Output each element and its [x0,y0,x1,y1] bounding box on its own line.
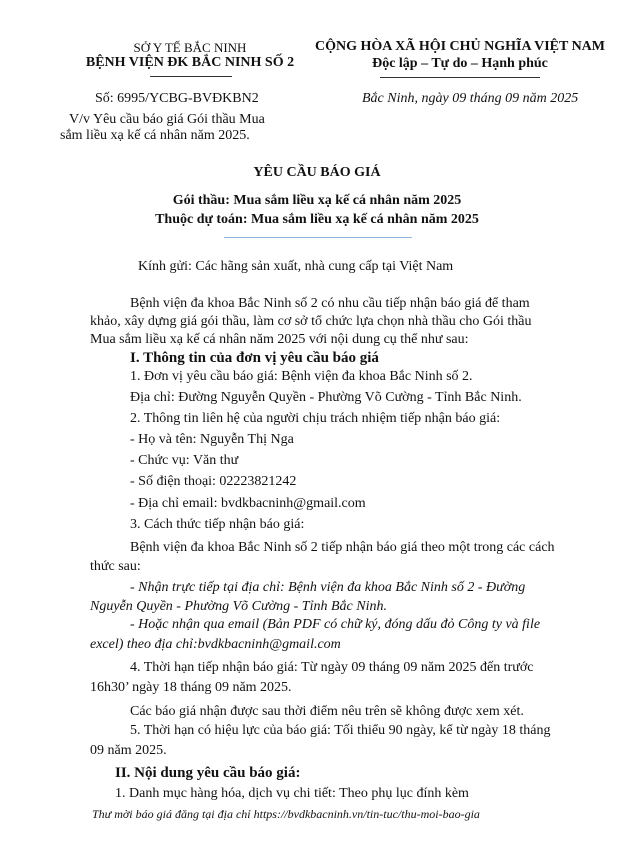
contact-email: - Địa chỉ email: bvdkbacninh@gmail.com [130,496,366,511]
estimate-line [0,212,634,228]
section-1-item-3: 3. Cách thức tiếp nhận báo giá: [130,517,305,532]
email-line-1: - Hoặc nhận qua email (Bản PDF có chữ ký, đóng dấu đỏ Công ty và file [130,617,541,632]
section-2-heading: II. Nội dung yêu cầu báo giá: [115,765,301,781]
ministry-name: SỞ Y TẾ BẮC NINH [133,40,247,55]
intro-line-1: Bệnh viện đa khoa Bắc Ninh số 2 có nhu cầu tiếp nhận báo giá để tham [130,296,530,311]
intro-line-3: Mua sắm liều xạ kế cá nhân năm 2025 với nội dung cụ thể như sau: [90,332,469,347]
package-label: Gói thầu: [172,193,230,208]
section-1-heading: I. Thông tin của đơn vị yêu cầu báo giá [130,350,379,366]
package-value: Mua sắm liều xạ kế cá nhân năm 2025 [233,193,462,208]
direct-line-2: Nguyễn Quyền - Phường Võ Cường - Tỉnh Bắc Ninh. [90,599,387,614]
place-date: Bắc Ninh, ngày 09 tháng 09 năm 2025 [362,91,579,106]
contact-phone: - Số điện thoại: 02223821242 [130,474,297,489]
country-name: CỘNG HÒA XÃ HỘI CHỦ NGHĨA VIỆT NAM [314,39,605,54]
hospital-underline [150,76,232,77]
doc-number: Số: 6995/YCBG-BVĐKBN2 [95,91,259,106]
intro-line-2: khảo, xây dựng giá gói thầu, làm cơ sở tổ chức lựa chọn nhà thầu cho Gói thầu [90,314,532,329]
contact-position: - Chức vụ: Văn thư [130,453,239,468]
section-2-item-1: 1. Danh mục hàng hóa, dịch vụ chi tiết: Theo phụ lục đính kèm [115,786,469,801]
direct-line-1: - Nhận trực tiếp tại địa chỉ: Bệnh viện đa khoa Bắc Ninh số 2 - Đường [130,580,526,595]
national-motto: Độc lập – Tự do – Hạnh phúc [372,56,548,71]
email-line-2: excel) theo địa chỉ:bvdkbacninh@gmail.com [90,637,341,652]
section-1-item-2: 2. Thông tin liên hệ của người chịu trách nhiệm tiếp nhận báo giá: [130,411,501,426]
method-line-1: Bệnh viện đa khoa Bắc Ninh số 2 tiếp nhận báo giá theo một trong các cách [130,540,555,555]
title-separator [224,237,412,238]
section-1-item-4-line-1: 4. Thời hạn tiếp nhận báo giá: Từ ngày 09 tháng 09 năm 2025 đến trước [130,660,534,675]
recipient-line: Kính gửi: Các hãng sản xuất, nhà cung cấp tại Việt Nam [138,259,454,274]
section-1-item-1: 1. Đơn vị yêu cầu báo giá: Bệnh viện đa khoa Bắc Ninh số 2. [130,369,473,384]
section-1-item-5-line-1: 5. Thời hạn có hiệu lực của báo giá: Tối thiểu 90 ngày, kể từ ngày 18 tháng [130,723,551,738]
estimate-label: Thuộc dự toán: [155,212,248,227]
method-line-2: thức sau: [90,559,141,574]
hospital-name: BỆNH VIỆN ĐK BẮC NINH SỐ 2 [85,55,295,70]
package-line [0,193,634,209]
late-note: Các báo giá nhận được sau thời điểm nêu trên sẽ không được xem xét. [130,704,524,719]
motto-underline [380,77,540,78]
subject-line-1: V/v Yêu cầu báo giá Gói thầu Mua [69,112,265,127]
section-1-item-5-line-2: 09 năm 2025. [90,743,167,758]
footer-note: Thư mời báo giá đăng tại địa chỉ https://bvdkbacninh.vn/tin-tuc/thu-moi-bao-gia [92,807,480,821]
subject-line-2: sắm liều xạ kế cá nhân năm 2025. [60,128,250,143]
estimate-value: Mua sắm liều xạ kế cá nhân năm 2025 [251,212,479,227]
document-title: YÊU CẦU BÁO GIÁ [253,165,381,180]
contact-name: - Họ và tên: Nguyễn Thị Nga [130,432,294,447]
section-1-item-4-line-2: 16h30’ ngày 18 tháng 09 năm 2025. [90,680,292,695]
unit-address: Địa chỉ: Đường Nguyễn Quyền - Phường Võ Cường - Tỉnh Bắc Ninh. [130,390,522,405]
